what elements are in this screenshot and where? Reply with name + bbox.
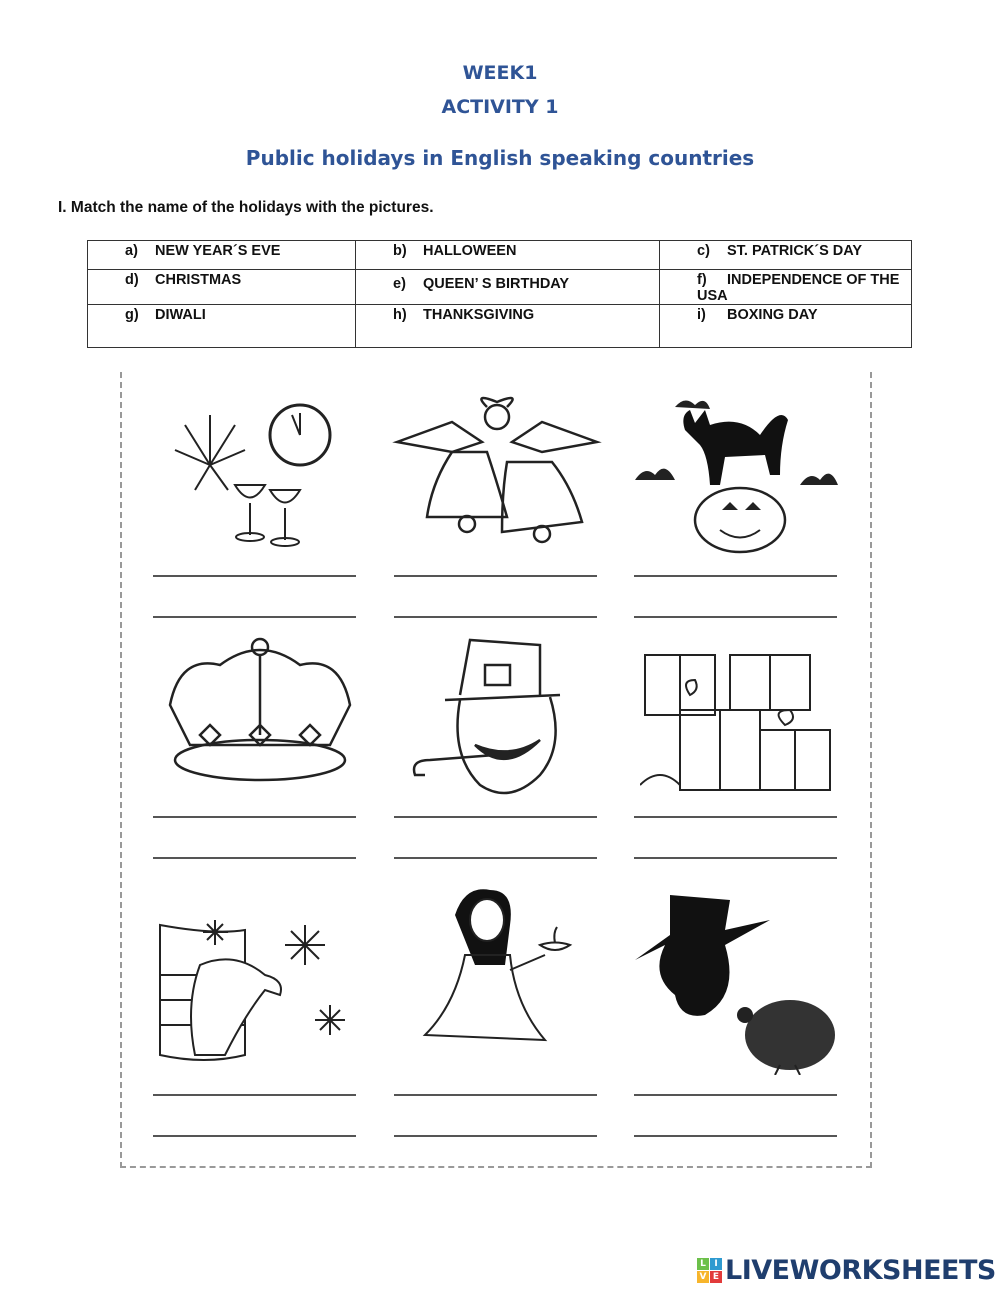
- answer-line[interactable]: [634, 857, 837, 859]
- live-blocks-icon: [697, 1258, 722, 1283]
- options-row: [88, 270, 912, 305]
- fireworks-clock-champagne-icon: [160, 395, 370, 565]
- option-name: BOXING DAY: [727, 307, 818, 323]
- leprechaun-icon: [400, 635, 610, 805]
- christmas-bells-icon: [392, 392, 602, 562]
- option-cell: [356, 270, 660, 305]
- answer-line[interactable]: [153, 575, 356, 577]
- option-cell: [88, 270, 356, 305]
- answer-line[interactable]: [153, 616, 356, 618]
- logo-block: V: [697, 1271, 709, 1283]
- option-letter: c): [697, 243, 710, 259]
- option-name: HALLOWEEN: [423, 243, 517, 259]
- answer-line[interactable]: [153, 1135, 356, 1137]
- option-cell: [88, 305, 356, 348]
- answer-line[interactable]: [394, 575, 597, 577]
- option-letter: f): [697, 272, 707, 288]
- answer-line[interactable]: [394, 1135, 597, 1137]
- option-name: CHRISTMAS: [155, 272, 242, 288]
- pilgrim-turkey-icon: [630, 895, 840, 1065]
- girl-diya-lamp-icon: [415, 885, 625, 1055]
- option-cell: [660, 270, 912, 305]
- week-title: WEEK1: [462, 62, 538, 84]
- answer-line[interactable]: [634, 816, 837, 818]
- option-cell: [356, 305, 660, 348]
- option-cell: [88, 241, 356, 270]
- logo-text: LIVEWORKSHEETS: [725, 1254, 996, 1286]
- option-cell: [660, 241, 912, 270]
- black-cat-pumpkin-icon: [630, 395, 840, 565]
- option-name: QUEEN’ S BIRTHDAY: [423, 276, 570, 292]
- answer-line[interactable]: [394, 857, 597, 859]
- options-row: [88, 305, 912, 348]
- option-letter: d): [125, 272, 139, 288]
- answer-line[interactable]: [394, 616, 597, 618]
- answer-line[interactable]: [634, 575, 837, 577]
- option-name: THANKSGIVING: [423, 307, 535, 323]
- option-name: ST. PATRICK´S DAY: [727, 243, 863, 259]
- option-letter: a): [125, 243, 138, 259]
- worksheet-subtitle: Public holidays in English speaking countries: [245, 146, 755, 170]
- gift-boxes-icon: [640, 635, 850, 805]
- answer-line[interactable]: [153, 816, 356, 818]
- activity-title: ACTIVITY 1: [441, 96, 559, 118]
- option-name: NEW YEAR´S EVE: [155, 243, 281, 259]
- holiday-options-table: [87, 240, 912, 348]
- answer-line[interactable]: [634, 616, 837, 618]
- eagle-flag-fireworks-icon: [155, 905, 365, 1075]
- liveworksheets-logo: [697, 1253, 996, 1287]
- instruction-text: I. Match the name of the holidays with the pictures.: [58, 199, 434, 216]
- option-name: INDEPENDENCE OF THE USA: [697, 272, 900, 304]
- logo-block: I: [710, 1258, 722, 1270]
- answer-line[interactable]: [153, 857, 356, 859]
- answer-line[interactable]: [634, 1094, 837, 1096]
- option-cell: [660, 305, 912, 348]
- crown-icon: [160, 635, 370, 805]
- option-letter: g): [125, 307, 139, 323]
- options-row: [88, 241, 912, 270]
- answer-line[interactable]: [153, 1094, 356, 1096]
- answer-line[interactable]: [394, 1094, 597, 1096]
- option-letter: b): [393, 243, 407, 259]
- option-name: DIWALI: [155, 307, 206, 323]
- option-cell: [356, 241, 660, 270]
- option-letter: i): [697, 307, 706, 323]
- logo-block: L: [697, 1258, 709, 1270]
- option-letter: h): [393, 307, 407, 323]
- logo-block: E: [710, 1271, 722, 1283]
- answer-line[interactable]: [634, 1135, 837, 1137]
- answer-line[interactable]: [394, 816, 597, 818]
- option-letter: e): [393, 276, 406, 292]
